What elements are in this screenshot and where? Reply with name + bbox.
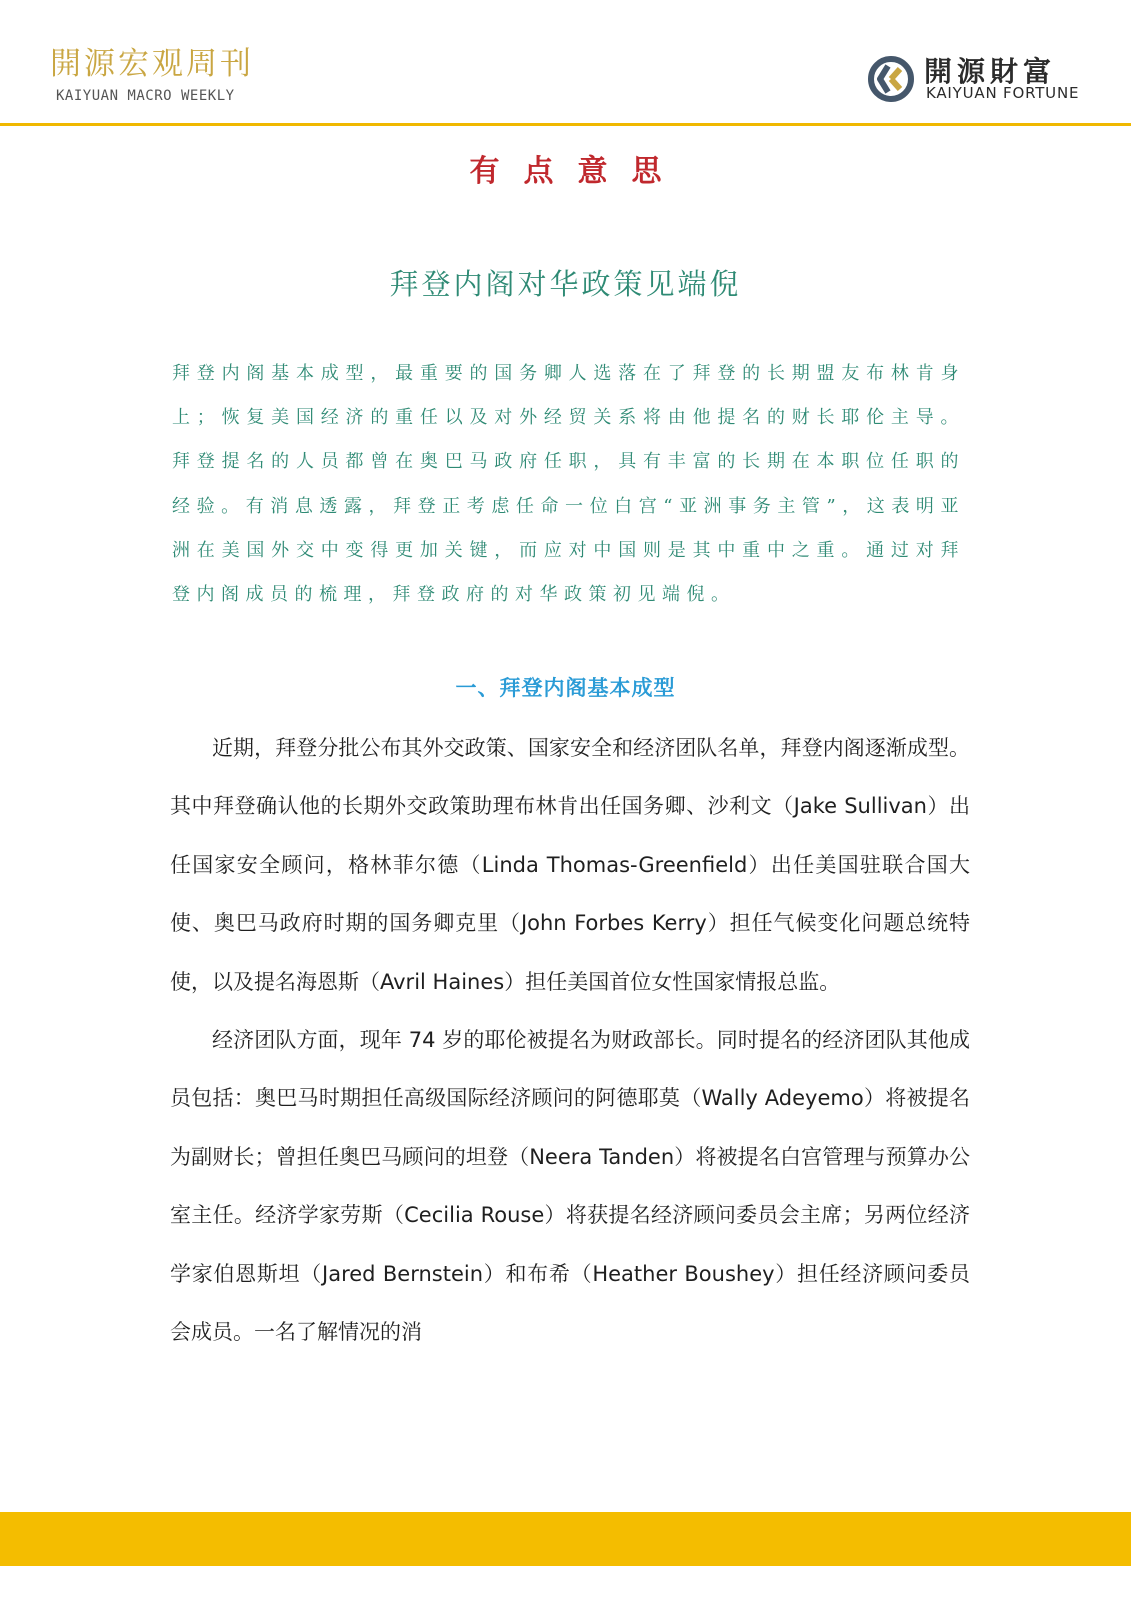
- column-title: 有点意思: [469, 154, 686, 189]
- publication-title: 開源宏观周刊: [50, 46, 254, 82]
- section-heading: 一、拜登内阁基本成型: [455, 676, 676, 700]
- article-body: [170, 719, 970, 1361]
- body-paragraph: 近期，拜登分批公布其外交政策、国家安全和经济团队名单，拜登内阁逐渐成型。其中拜登确认他的长期外交政策助理布林肯出任国务卿、沙利文（Jake Sullivan）出任国家安全顾问，格林菲尔德（Linda Thomas-Greenfield）出任美国驻联合国大使、奥巴马政府时期的国务卿克里（John Forbes Kerry）担任气候变化问题总统特使，以及提名海恩斯（Avril Haines）担任美国首位女性国家情报总监。: [170, 736, 970, 994]
- body-paragraph: 经济团队方面，现年 74 岁的耶伦被提名为财政部长。同时提名的经济团队其他成员包括：奥巴马时期担任高级国际经济顾问的阿德耶莫（Wally Adeyemo）将被提名为副财长；曾担任奥巴马顾问的坦登（Neera Tanden）将被提名白宫管理与预算办公室主任。经济学家劳斯（Cecilia Rouse）将获提名经济顾问委员会主席；另两位经济学家伯恩斯坦（Jared Bernstein）和布希（Heather Boushey）担任经济顾问委员会成员。一名了解情况的消: [170, 1028, 970, 1345]
- kaiyuan-fortune-logo: [866, 52, 1088, 108]
- article-summary: 拜登内阁基本成型，最重要的国务卿人选落在了拜登的长期盟友布林肯身上；恢复美国经济的重任以及对外经贸关系将由他提名的财长耶伦主导。拜登提名的人员都曾在奥巴马政府任职，具有丰富的长期在本职位任职的经验。有消息透露，拜登正考虑任命一位白宫“亚洲事务主管”，这表明亚洲在美国外交中变得更加关键，而应对中国则是其中重中之重。通过对拜登内阁成员的梳理，拜登政府的对华政策初见端倪。: [172, 363, 965, 606]
- page-header: [0, 0, 1131, 124]
- logo-wordmark-cn: 開源財富: [924, 55, 1057, 88]
- header-divider: [0, 123, 1131, 126]
- footer-band: [0, 1512, 1131, 1566]
- logo-wordmark-en: KAIYUAN FORTUNE: [926, 84, 1080, 102]
- article-title: 拜登内阁对华政策见端倪: [389, 267, 742, 301]
- publication-subtitle: KAIYUAN MACRO WEEKLY: [56, 88, 235, 104]
- kaiyuan-k-emblem-icon: [866, 54, 916, 104]
